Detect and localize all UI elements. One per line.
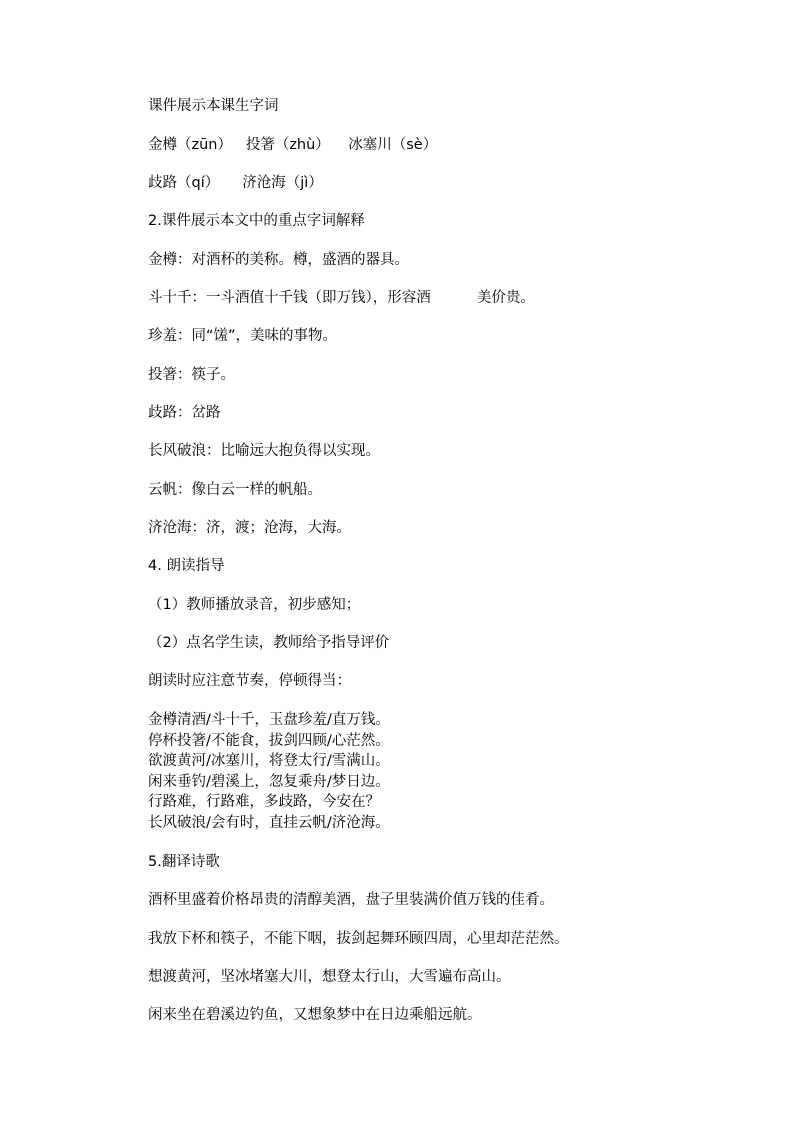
reading-step-2: （2）点名学生读，教师给予指导评价	[148, 635, 390, 651]
heading-new-words: 课件展示本课生字词	[148, 98, 279, 114]
translation-line: 酒杯里盛着价格昂贵的清醇美酒，盘子里装满价值万钱的佳肴。	[148, 892, 554, 908]
poem-line: 欲渡黄河/冰塞川，将登太行/雪满山。	[148, 753, 390, 769]
vocab-pinyin-line-1: 金樽（zūn） 投箸（zhù） 冰塞川（sè）	[148, 137, 438, 153]
reading-step-1: （1）教师播放录音，初步感知；	[148, 597, 361, 613]
heading-key-words: 2.课件展示本文中的重点字词解释	[148, 213, 365, 229]
poem-line: 停杯投箸/不能食，拔剑四顾/心茫然。	[148, 732, 390, 749]
heading-translation: 5.翻译诗歌	[148, 854, 220, 870]
definition-yunfan: 云帆：像白云一样的帆船。	[148, 482, 322, 498]
poem-line: 长风破浪/会有时，直挂云帆/济沧海。	[148, 814, 390, 831]
definition-jicanghai: 济沧海：济，渡；沧海，大海。	[148, 520, 351, 536]
reading-rhythm-note: 朗读时应注意节奏，停顿得当：	[148, 673, 351, 689]
translation-line: 我放下杯和筷子，不能下咽，拔剑起舞环顾四周，心里却茫茫然。	[148, 931, 569, 947]
poem-line: 行路难，行路难，多歧路，今安在？	[148, 794, 380, 810]
poem-block	[148, 710, 390, 833]
translation-line: 闲来坐在碧溪边钓鱼，又想象梦中在日边乘船远航。	[148, 1007, 482, 1023]
definition-zhenxiu: 珍羞：同“馐”，美味的事物。	[148, 328, 338, 344]
definition-qilu: 歧路：岔路	[148, 405, 221, 421]
poem-line: 闲来垂钓/碧溪上，忽复乘舟/梦日边。	[148, 773, 390, 790]
definition-jinzun: 金樽：对酒杯的美称。樽，盛酒的器具。	[148, 252, 409, 268]
vocab-pinyin-line-2: 歧路（qí） 济沧海（jì）	[148, 175, 323, 191]
poem-line: 金樽清酒/斗十千，玉盘珍羞/直万钱。	[148, 712, 390, 728]
definition-touzhu: 投箸：筷子。	[148, 367, 235, 383]
heading-reading-guide: 4. 朗读指导	[148, 558, 225, 574]
definition-changfengpolang: 长风破浪：比喻远大抱负得以实现。	[148, 443, 380, 459]
translation-line: 想渡黄河，坚冰堵塞大川，想登太行山，大雪遍布高山。	[148, 969, 511, 985]
definition-doushiqian: 斗十千：一斗酒值十千钱（即万钱），形容酒 美价贵。	[148, 290, 535, 306]
